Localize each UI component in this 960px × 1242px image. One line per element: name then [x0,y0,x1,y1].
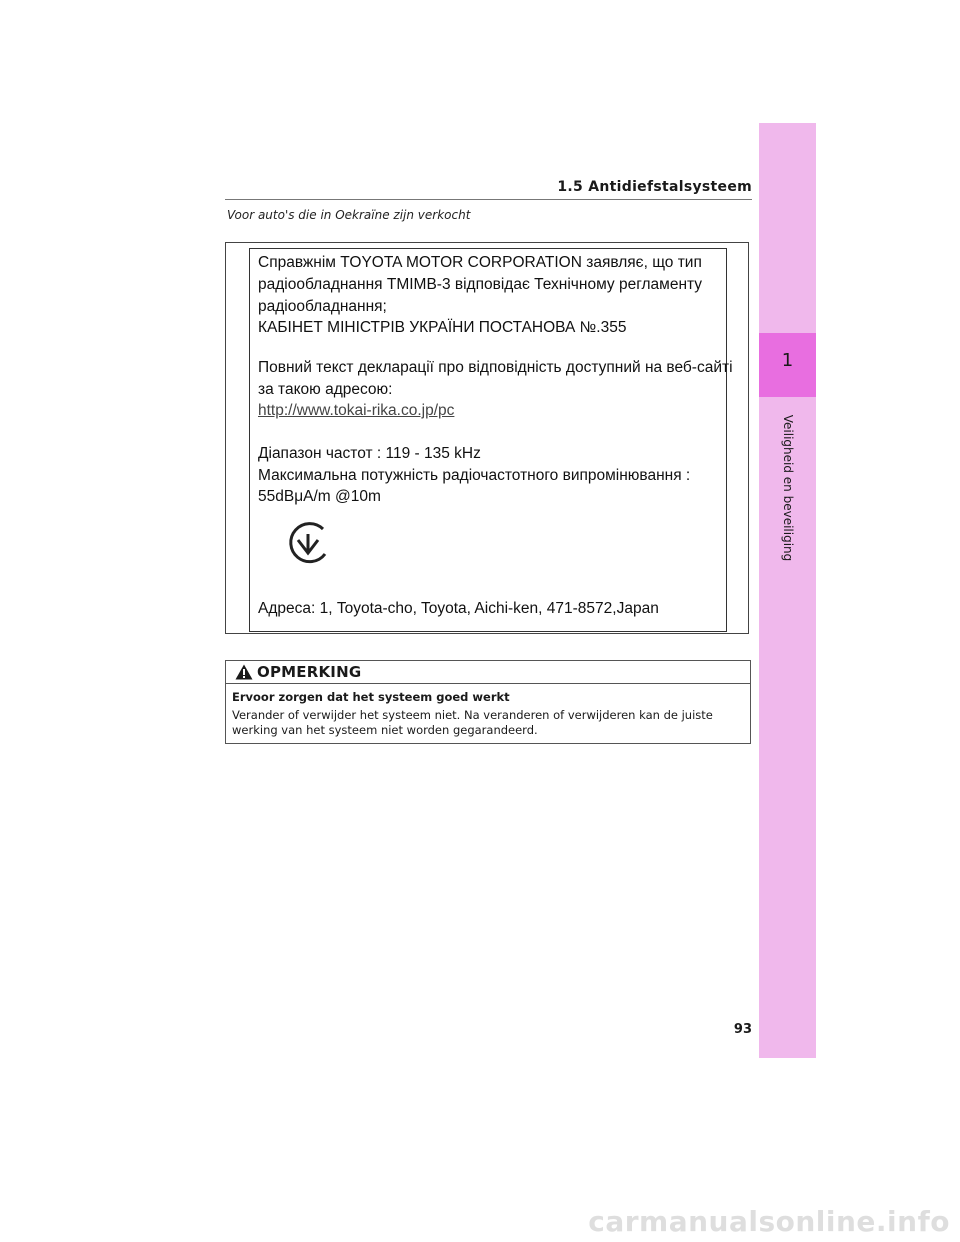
declaration-line-6: за такою адресою: [258,381,393,398]
declaration-line-8: Діапазон частот : 119 - 135 kHz [258,445,481,462]
declaration-line-4: КАБІНЕТ МІНІСТРІВ УКРАЇНИ ПОСТАНОВА №.355 [258,319,627,336]
notice-body: Verander of verwijder het systeem niet. Na veranderen of verwijderen kan de juiste werking van het systeem niet worden gegarandeerd. [232,708,713,737]
declaration-url-link[interactable]: http://www.tokai-rika.co.jp/pc [258,402,455,419]
page-number: 93 [733,1022,752,1037]
ukrainian-conformity-mark-icon [285,520,331,566]
chapter-side-tab [759,123,816,1058]
declaration-line-1: Справжнім TOYOTA MOTOR CORPORATION заявляє, що тип [258,254,702,271]
declaration-line-3: радіообладнання; [258,298,387,315]
watermark: carmanualsonline.info [588,1205,950,1238]
declaration-address: Адреса: 1, Toyota-cho, Toyota, Aichi-ken, 471-8572,Japan [258,600,659,617]
declaration-line-2: радіообладнання TMIMB-3 відповідає Технічному регламенту [258,276,703,293]
chapter-label: Veiligheid en beveiliging [781,414,795,562]
warning-icon [235,664,253,680]
notice-header [226,661,750,684]
chapter-number: 1 [781,350,794,371]
notice-box [225,660,751,744]
declaration-line-9: Максимальна потужність радіочастотного випромінювання : [258,467,691,484]
notice-subheading: Ervoor zorgen dat het systeem goed werkt [232,690,510,704]
notice-title: OPMERKING [257,663,362,681]
declaration-line-10: 55dBμA/m @10m [258,488,381,505]
declaration-line-5: Повний текст декларації про відповідність доступний на веб-сайті [258,359,733,376]
page-subtitle: Voor auto's die in Oekraïne zijn verkocht [227,208,471,222]
section-title: 1.5 Antidiefstalsysteem [557,179,752,195]
header-divider [225,199,752,200]
